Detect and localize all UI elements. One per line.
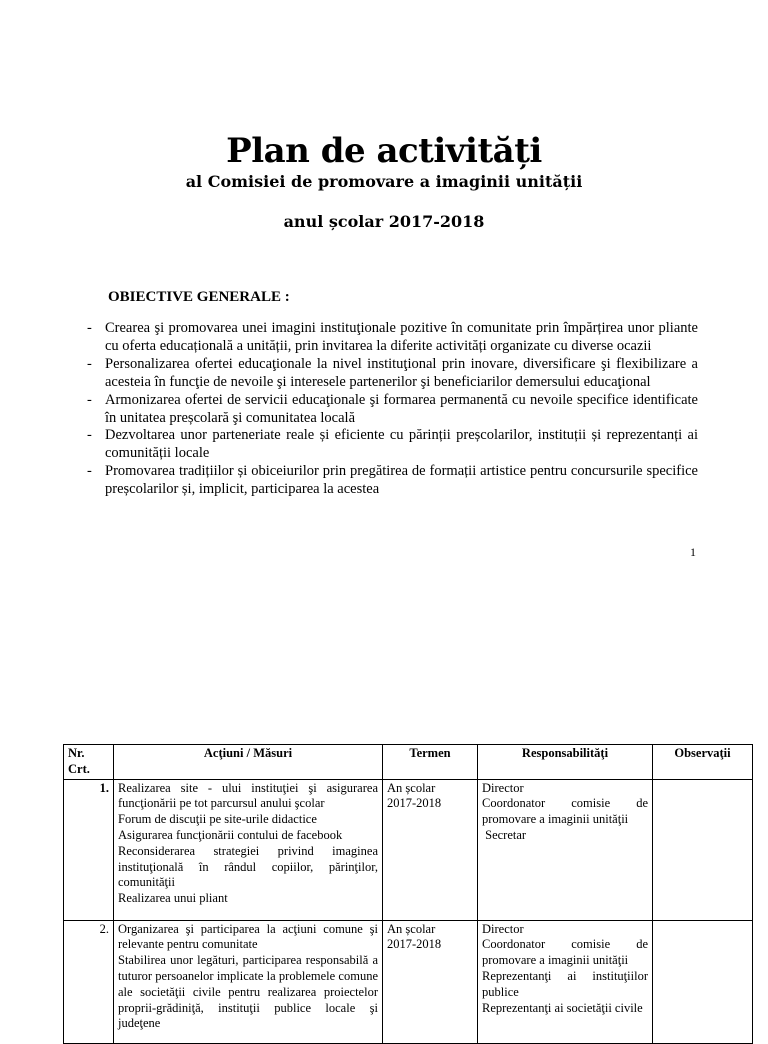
responsibility-line: Reprezentanţi ai instituţiilor publice <box>482 968 648 999</box>
action-line: Reconsiderarea strategiei privind imaginea instituţională în rândul copiilor, părinţilor, comunităţii <box>118 843 378 890</box>
row-responsibilities <box>478 920 653 1043</box>
document-title: Plan de activități <box>226 131 542 171</box>
action-line: Asigurarea funcţionării contului de facebook <box>118 827 343 842</box>
responsibility-line: Reprezentanţi ai societăţii civile <box>482 1000 643 1015</box>
term-line: 2017-2018 <box>387 796 442 811</box>
objective-item: - Dezvoltarea unor parteneriate reale și eficiente cu părinții preșcolarilor, instituții și reprezentanți ai comunității locale <box>84 427 698 463</box>
responsibility-line: Secretar <box>482 827 527 842</box>
objectives-heading: OBIECTIVE GENERALE : <box>108 289 290 305</box>
row-actions <box>114 779 383 920</box>
table-row <box>64 920 753 1043</box>
header-actions: Acţiuni / Măsuri <box>114 745 383 780</box>
header-observations: Observaţii <box>653 745 753 780</box>
page-number: 1 <box>690 545 696 559</box>
table-row <box>64 779 753 920</box>
row-observations <box>653 779 753 920</box>
activity-plan-table <box>63 744 753 1044</box>
row-term <box>383 779 478 920</box>
term-line: 2017-2018 <box>387 937 442 952</box>
header-responsibilities: Responsabilităţi <box>478 745 653 780</box>
row-actions <box>114 920 383 1043</box>
school-year: anul școlar 2017-2018 <box>283 212 485 231</box>
term-line: An școlar <box>387 921 436 936</box>
action-line: Stabilirea unor legături, participarea responsabilă a tuturor persoanelor implicate la problemele comune ale societăţii civile pentru realizarea proiectelor proprii-grădiniţă, instituţii publice locale şi judeţene <box>118 953 378 1031</box>
header-nr: Nr. Crt. <box>64 745 114 780</box>
objectives-list <box>84 320 698 499</box>
term-line: An școlar <box>387 780 436 795</box>
action-line: Organizarea şi participarea la acţiuni comune şi relevante pentru comunitate <box>118 921 378 952</box>
responsibility-line: Director <box>482 921 524 936</box>
action-line: Forum de discuţii pe site-urile didactice <box>118 812 317 827</box>
responsibility-line: Coordonator comisie de promovare a imaginii unităţii <box>482 796 648 827</box>
row-observations <box>653 920 753 1043</box>
document-subtitle: al Comisiei de promovare a imaginii unității <box>185 172 583 191</box>
row-number: 1. <box>64 779 114 920</box>
row-term <box>383 920 478 1043</box>
objective-item: - Personalizarea ofertei educaţionale la nivel instituţional prin inovare, diversificare şi flexibilizare a acesteia în funcţie de nevoile şi interesele partenerilor şi beneficiarilor demersului educaţional <box>84 356 698 392</box>
action-line: Realizarea site - ului instituţiei şi asigurarea funcţionării pe tot parcursul anului şcolar <box>118 780 378 811</box>
responsibility-line: Coordonator comisie de promovare a imaginii unităţii <box>482 937 648 968</box>
objective-item: - Promovarea tradițiilor și obiceiurilor prin pregătirea de formații artistice pentru concursurile specifice preșcolarilor și, implicit, participarea la acestea <box>84 463 698 499</box>
responsibility-line: Director <box>482 780 524 795</box>
table-header-row <box>64 745 753 780</box>
header-term: Termen <box>383 745 478 780</box>
action-line: Realizarea unui pliant <box>118 891 228 906</box>
row-responsibilities <box>478 779 653 920</box>
objective-item: - Crearea şi promovarea unei imagini instituţionale pozitive în comunitate prin împărțirea unor pliante cu oferta educațională a unității, prin invitarea la diferite activități organizate cu diverse ocazii <box>84 320 698 356</box>
row-number: 2. <box>64 920 114 1043</box>
objective-item: - Armonizarea ofertei de servicii educaţionale şi formarea permanentă cu nevoile specifice identificate în unitatea preșcolară şi comunitatea locală <box>84 392 698 428</box>
